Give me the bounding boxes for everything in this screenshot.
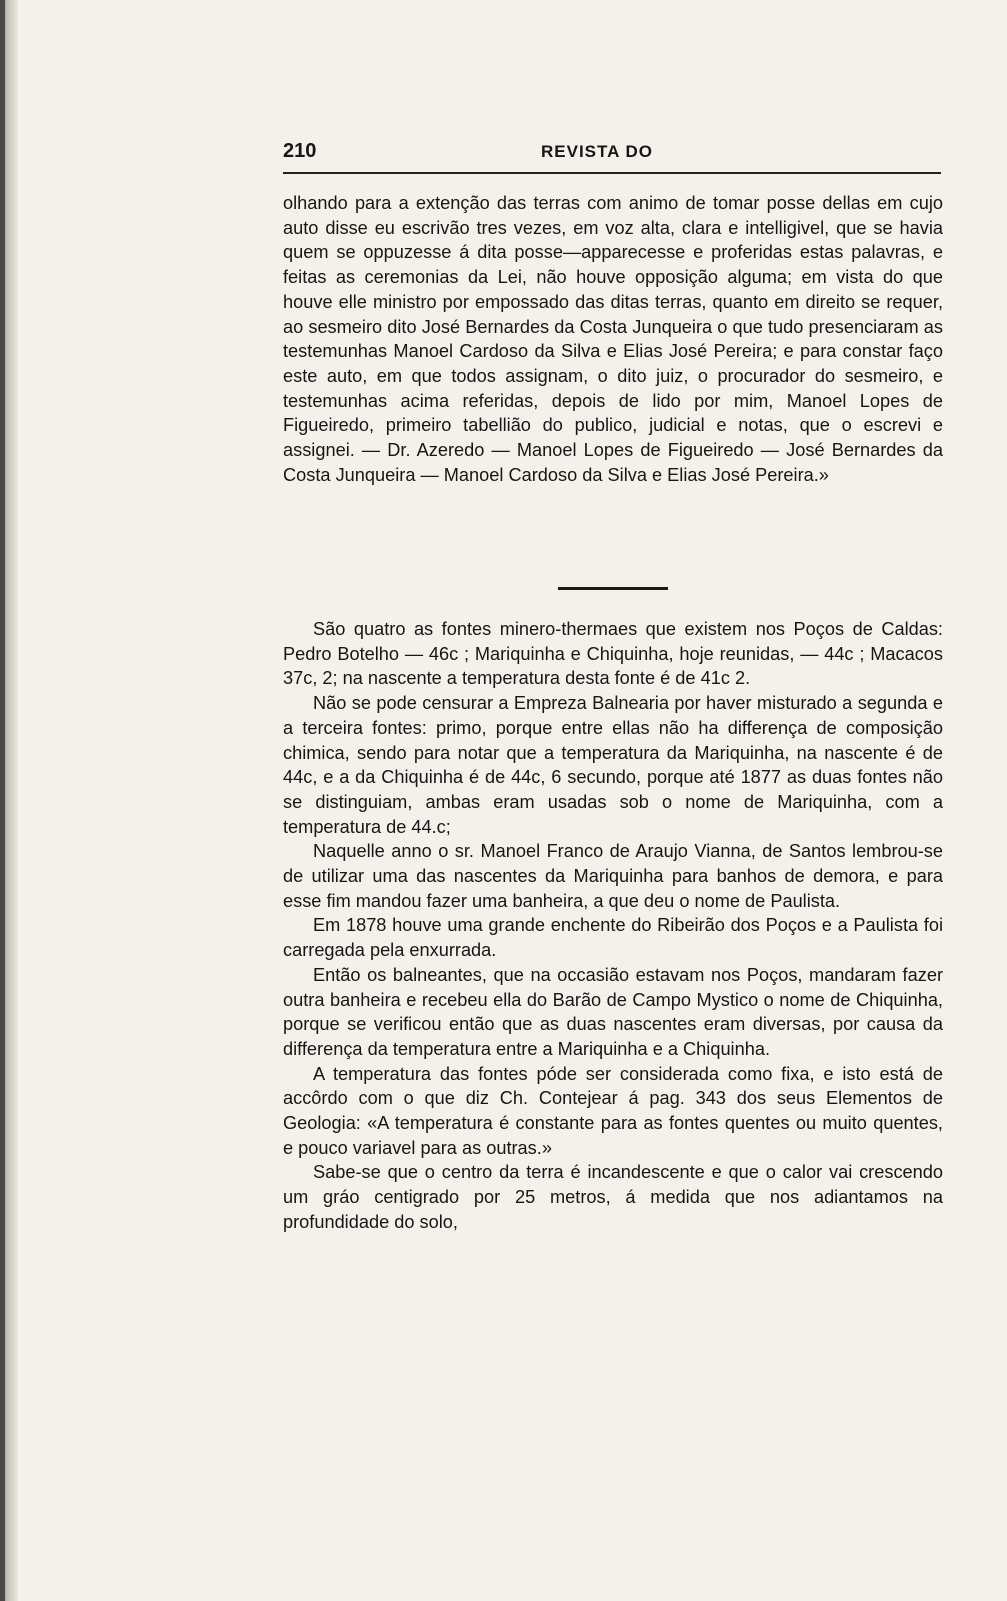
paragraph: Naquelle anno o sr. Manoel Franco de Araujo Vianna, de Santos lembrou-se de utilizar uma das nascentes da Mariquinha para banhos de demora, e para esse fim mandou fazer uma banheira, a que deu o nome de Paulista.	[283, 841, 943, 911]
scan-binding-edge	[0, 0, 5, 1601]
continued-document-text	[283, 191, 943, 487]
page-header	[283, 138, 941, 174]
article-body	[283, 617, 943, 1235]
running-title: REVISTA DO	[541, 142, 654, 161]
paragraph: A temperatura das fontes póde ser considerada como fixa, e isto está de accôrdo com o que diz Ch. Contejear á pag. 343 dos seus Elementos de Geologia: «A temperatura é constante para as fontes quentes ou muito quentes, e pouco variavel para as outras.»	[283, 1063, 943, 1158]
paragraph: olhando para a extenção das terras com animo de tomar posse dellas em cujo auto disse eu escrivão tres vezes, em voz alta, clara e intelligivel, que se havia quem se oppuzesse á dita posse—apparecesse e proferidas estas palavras, e feitas as ceremonias da Lei, não houve opposição alguma; em vista do que houve elle ministro por empossado das ditas terras, quanto em direito se requer, ao sesmeiro dito José Bernardes da Costa Junqueira o que tudo presenciaram as testemunhas Manoel Cardoso da Silva e Elias José Pereira; e para constar faço este auto, em que todos assignam, o dito juiz, o procurador do sesmeiro, e testemunhas acima referidas, depois de lido por mim, Manoel Lopes de Figueiredo, primeiro tabellião do publico, judicial e notas, que o escrevi e assignei. — Dr. Azeredo — Manoel Lopes de Figueiredo — José Bernardes da Costa Junqueira — Manoel Cardoso da Silva e Elias José Pereira.»	[283, 193, 943, 485]
paragraph: Sabe-se que o centro da terra é incandescente e que o calor vai crescendo um gráo centigrado por 25 metros, á medida que nos adiantamos na profundidade do solo,	[283, 1162, 943, 1232]
paragraph: Não se pode censurar a Empreza Balnearia por haver misturado a segunda e a terceira fontes: primo, porque entre ellas não ha differença de composição chimica, sendo para notar que a temperatura da Mariquinha, na nascente é de 44c, e a da Chiquinha é de 44c, 6 secundo, porque até 1877 as duas fontes não se distinguiam, ambas eram usadas sob o nome de Mariquinha, com a temperatura de 44.c;	[283, 693, 943, 837]
paragraph: Em 1878 houve uma grande enchente do Ribeirão dos Poços e a Paulista foi carregada pela enxurrada.	[283, 915, 943, 961]
paragraph: Então os balneantes, que na occasião estavam nos Poços, mandaram fazer outra banheira e recebeu ella do Barão de Campo Mystico o nome de Chiquinha, porque se verificou então que as duas nascentes eram diversas, por causa da differença da temperatura entre a Mariquinha e a Chiquinha.	[283, 964, 943, 1059]
page-number: 210	[283, 140, 317, 162]
section-separator	[558, 587, 668, 590]
paragraph: São quatro as fontes minero-thermaes que existem nos Poços de Caldas: Pedro Botelho — 46c ; Mariquinha e Chiquinha, hoje reunidas, — 44c ; Macacos 37c, 2; na nascente a temperatura desta fonte é de 41c 2.	[283, 619, 943, 689]
